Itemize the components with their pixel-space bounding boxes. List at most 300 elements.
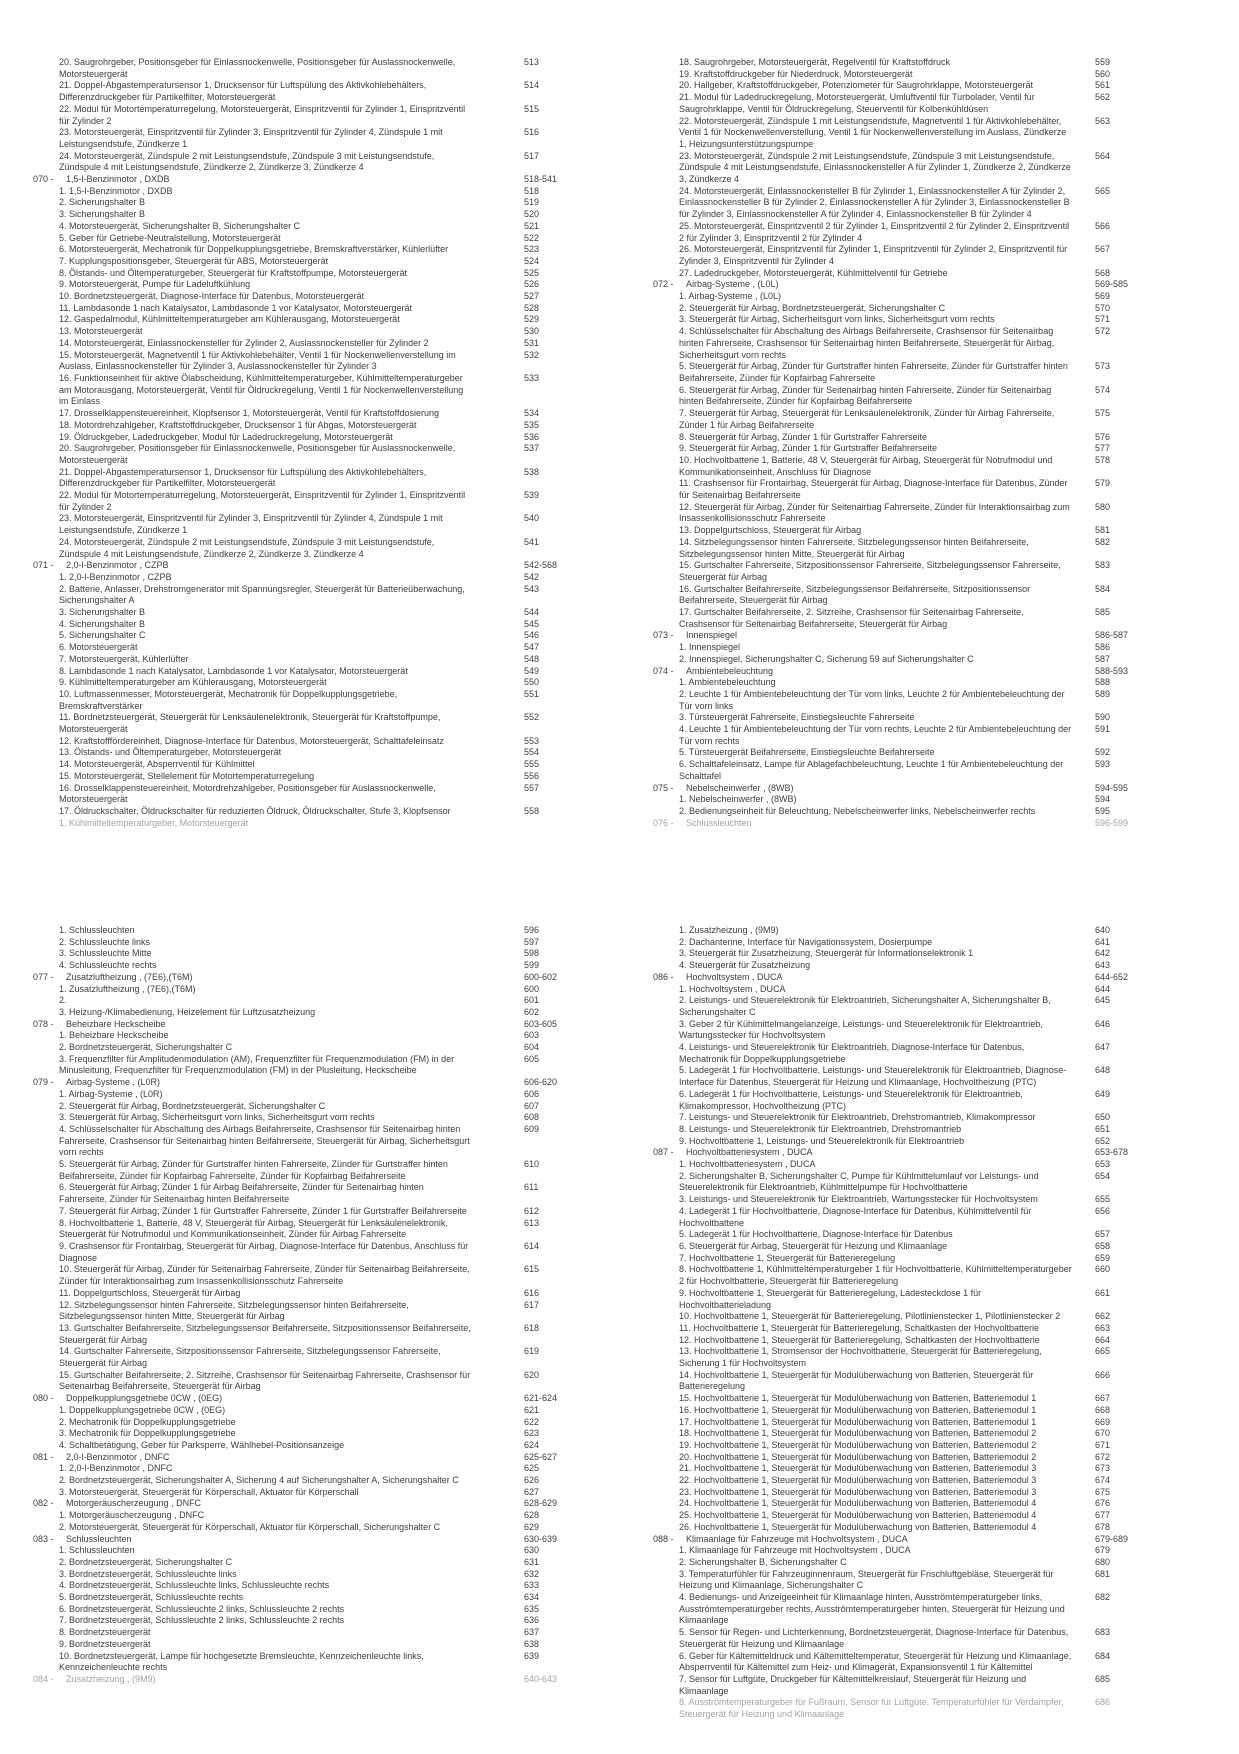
toc-entry xyxy=(653,525,1239,537)
toc-entry-text: 27. Ladedruckgeber, Motorsteuergerät, Kühlmittelventil für Getriebe xyxy=(679,267,948,278)
toc-chapter-text xyxy=(33,1077,473,1089)
toc-entry xyxy=(33,233,618,245)
toc-entry-page-number: 554 xyxy=(524,747,540,758)
toc-entry xyxy=(33,127,618,150)
toc-entry-text: 6. Steuergerät für Airbag, Zünder 1 für Airbag Beifahrerseite, Zünder für Seitenairbag hinten Fahrerseite, Zünder für Seitenairbag hinten Beifahrerseite xyxy=(59,1182,424,1205)
toc-entry-page-number: 535 xyxy=(524,419,540,430)
toc-entry-text: 1. Klimaanlage für Fahrzeuge mit Hochvoltsystem , DUCA xyxy=(679,1545,911,1556)
toc-entry-page-number: 669 xyxy=(1095,1416,1111,1427)
toc-entry xyxy=(33,1323,618,1346)
toc-entry-text: 2. Sicherungshalter B, Sicherungshalter C xyxy=(679,1556,847,1567)
toc-entry-page-number: 611 xyxy=(524,1182,539,1193)
toc-entry-text: 15. Motorsteuergerät, Stellelement für Motortemperaturregelung xyxy=(59,770,315,781)
toc-entry-text: 16. Hochvoltbatterie 1, Steuergerät für Modulüberwachung von Batterien, Batteriemodul 1 xyxy=(679,1404,1037,1415)
toc-entry xyxy=(33,584,618,607)
toc-chapter-title: Airbag-Systeme , (L0L) xyxy=(686,279,779,290)
toc-entry-text: 12. Hochvoltbatterie 1, Steuergerät für Batterieregelung, Schaltkasten der Hochvoltbatterie xyxy=(679,1334,1040,1345)
toc-chapter xyxy=(33,972,618,984)
toc-entry-page-number: 628 xyxy=(524,1510,540,1521)
toc-entry-page-number: 623 xyxy=(524,1428,540,1439)
toc-entry-page-number: 583 xyxy=(1095,560,1111,571)
toc-entry-page-number: 671 xyxy=(1095,1439,1111,1450)
toc-entry-page-number: 645 xyxy=(1095,995,1111,1006)
toc-entry-text: 4. Motorsteuergerät, Sicherungshalter B, Sicherungshalter C xyxy=(59,220,301,231)
toc-entry-page-number: 573 xyxy=(1095,361,1111,372)
toc-entry-page-number: 595 xyxy=(1095,806,1111,816)
toc-entry xyxy=(33,818,618,830)
toc-chapter-number: 072 - xyxy=(653,279,674,290)
toc-entry xyxy=(33,420,618,432)
toc-entry-page-number: 581 xyxy=(1095,525,1111,536)
toc-entry xyxy=(33,1042,618,1054)
toc-entry-page-number: 551 xyxy=(524,688,540,699)
toc-entry-text: 19. Kraftstoffdruckgeber für Niederdruck, Motorsteuergerät xyxy=(679,68,913,79)
toc-entry-page-number: 616 xyxy=(524,1287,540,1298)
toc-chapter xyxy=(653,783,1239,795)
toc-entry xyxy=(33,1428,618,1440)
toc-entry-text: 2. Bordnetzsteuergerät, Sicherungshalter C xyxy=(59,1042,233,1053)
toc-entry xyxy=(653,1475,1239,1487)
toc-entry xyxy=(653,116,1239,151)
toc-entry-page-number: 672 xyxy=(1095,1451,1111,1462)
toc-entry xyxy=(33,1124,618,1159)
toc-entry xyxy=(653,1136,1239,1148)
toc-entry xyxy=(33,572,618,584)
toc-entry xyxy=(33,490,618,513)
toc-entry-text: 3. Steuergerät für Airbag, Sicherheitsgurt vorn links, Sicherheitsgurt vorn rechts xyxy=(679,314,995,325)
toc-entry xyxy=(33,186,618,198)
toc-entry-text: 20. Saugrohrgeber, Positionsgeber für Einlassnockenwelle, Positionsgeber für Auslassnockenwelle, Motorsteuergerät xyxy=(59,443,456,465)
toc-entry-text: 2. Leistungs- und Steuerelektronik für Elektroantrieb, Sicherungshalter A, Sicherungshalter B, Sicherungshalter C xyxy=(679,995,1051,1017)
toc-entry xyxy=(33,279,618,291)
toc-entry-text: 17. Drosselklappensteuereinheit, Klopfsensor 1, Motorsteuergerät, Ventil für Kraftstoffdosierung xyxy=(59,408,440,419)
toc-entry-text: 4. Steuergerät für Zusatzheizung xyxy=(679,960,811,971)
toc-entry-page-number: 523 xyxy=(524,244,540,255)
toc-chapter-page-range: 640-643 xyxy=(524,1674,558,1684)
toc-chapter-text xyxy=(653,1147,1073,1159)
toc-entry-text: 4. Leuchte 1 für Ambientebeleuchtung der Tür vorn rechts, Leuchte 2 für Ambientebeleuchtung der Tür vorn rechts xyxy=(679,724,1072,746)
toc-entry-page-number: 579 xyxy=(1095,478,1111,489)
toc-entry-text: 11. Crashsensor für Frontairbag, Steuergerät für Airbag, Diagnose-Interface für Datenbus, Zünder für Seitenairbag Beifahrerseite xyxy=(679,478,1068,501)
toc-entry-page-number: 565 xyxy=(1095,185,1111,196)
toc-entry-page-number: 638 xyxy=(524,1638,540,1649)
toc-chapter-page-range: 542-568 xyxy=(524,560,558,571)
toc-chapter-text xyxy=(33,1452,473,1464)
toc-entry-text: 1. Hochvoltbatteriesystem , DUCA xyxy=(679,1159,816,1170)
toc-entry xyxy=(653,1417,1239,1429)
toc-entry xyxy=(33,712,618,735)
toc-entry-text: 1. Zusatzluftheizung , (7E6),(T6M) xyxy=(59,983,196,994)
toc-entry-page-number: 648 xyxy=(1095,1065,1111,1076)
toc-entry-text: 5. Steuergerät für Airbag, Zünder für Gurtstraffer hinten Fahrerseite, Zünder für Gurtstraffer hinten Beifahrerseite, Zünder für Kopfairbag Fahrerseite, Zünder für Kopfairbag Beifahrerseite xyxy=(59,1159,448,1181)
toc-entry-text: 2. Dachantenne, Interface für Navigationssystem, Dosierpumpe xyxy=(679,936,933,947)
toc-entry-text: 2. Bordnetzsteuergerät, Sicherungshalter A, Sicherung 4 auf Sicherungshalter A, Sicherungshalter C xyxy=(59,1475,459,1486)
toc-entry xyxy=(653,1393,1239,1405)
toc-entry xyxy=(653,1569,1239,1592)
toc-entry-text: 26. Motorsteuergerät, Einspritzventil für Zylinder 1, Einspritzventil für Zylinder 2, Einspritzventil für Zylinder 3, Einspritzventil für Zylinder 4 xyxy=(679,244,1068,266)
toc-entry-page-number: 521 xyxy=(524,220,540,231)
toc-entry-text: 3. Türsteuergerät Fahrerseite, Einstiegsleuchte Fahrerseite xyxy=(679,712,915,723)
toc-entry-page-number: 526 xyxy=(524,279,540,290)
toc-entry-text: 20. Hallgeber, Kraftstoffdruckgeber, Potenziometer für Saugrohrklappe, Motorsteuergerät xyxy=(679,80,1034,91)
toc-entry-page-number: 576 xyxy=(1095,431,1111,442)
toc-entry-text: 11. Doppelgurtschloss, Steuergerät für Airbag xyxy=(59,1287,241,1298)
toc-chapter xyxy=(33,1393,618,1405)
toc-entry-text: 9. Hochvoltbatterie 1, Leistungs- und Steuerelektronik für Elektroantrieb xyxy=(679,1135,965,1146)
toc-entry-text: 7. Bordnetzsteuergerät, Schlussleuchte 2 links, Schlussleuchte 2 rechts xyxy=(59,1615,345,1626)
toc-entry-page-number: 548 xyxy=(524,653,540,664)
toc-entry xyxy=(653,960,1239,972)
toc-entry-text: 7. Steuergerät für Airbag, Zünder 1 für Gurtstraffer Fahrerseite, Zünder 1 für Gurtstraffer Beifahrerseite xyxy=(59,1205,467,1216)
toc-entry-page-number: 658 xyxy=(1095,1240,1111,1251)
toc-entry xyxy=(33,1300,618,1323)
toc-entry-text: 20. Hochvoltbatterie 1, Steuergerät für Modulüberwachung von Batterien, Batteriemodul 2 xyxy=(679,1451,1037,1462)
toc-entry xyxy=(653,92,1239,115)
toc-entry-text: 10. Bordnetzsteuergerät, Diagnose-Interface für Datenbus, Motorsteuergerät xyxy=(59,291,365,302)
toc-entry-text: 17. Gurtschalter Beifahrerseite, 2. Sitzreihe, Crashsensor für Seitenairbag Fahrerseite, Crashsensor für Seitenairbag Beifahrerseite, Steuergerät für Airbag xyxy=(679,607,1024,629)
toc-entry-page-number: 625 xyxy=(524,1463,540,1474)
toc-entry xyxy=(653,1112,1239,1124)
toc-chapter-title: Beheizbare Heckscheibe xyxy=(66,1018,166,1029)
toc-chapter xyxy=(653,972,1239,984)
toc-entry-page-number: 556 xyxy=(524,770,540,781)
toc-entry-page-number: 668 xyxy=(1095,1404,1111,1415)
toc-entry-page-number: 547 xyxy=(524,642,540,653)
toc-entry xyxy=(653,1487,1239,1499)
toc-entry xyxy=(33,1218,618,1241)
toc-entry-text: 9. Bordnetzsteuergerät xyxy=(59,1638,151,1649)
toc-entry xyxy=(33,432,618,444)
toc-entry-text: 1. Schlussleuchten xyxy=(59,1545,135,1556)
toc-entry-page-number: 543 xyxy=(524,583,540,594)
toc-entry xyxy=(653,186,1239,221)
toc-entry xyxy=(653,303,1239,315)
toc-entry-page-number: 670 xyxy=(1095,1428,1111,1439)
toc-entry-page-number: 663 xyxy=(1095,1322,1111,1333)
toc-entry-page-number: 633 xyxy=(524,1580,540,1591)
toc-entry-text: 6. Motorsteuergerät xyxy=(59,642,138,653)
toc-entry-page-number: 686 xyxy=(1095,1697,1111,1708)
toc-entry-text: 6. Bordnetzsteuergerät, Schlussleuchte 2 links, Schlussleuchte 2 rechts xyxy=(59,1603,345,1614)
toc-entry-text: 5. Sicherungshalter C xyxy=(59,630,146,641)
toc-entry-text: 1. 1,5-l-Benzinmotor , DXDB xyxy=(59,185,173,196)
toc-entry-page-number: 676 xyxy=(1095,1498,1111,1509)
toc-entry-page-number: 624 xyxy=(524,1439,540,1450)
toc-entry xyxy=(653,1124,1239,1136)
toc-entry-text: 6. Geber für Kältemitteldruck und Kältemitteltemperatur, Steuergerät für Heizung und Klimaanlage, Absperrventil für Kältemittel zum Heiz- und Klimagerät, Expansionsventil 1 für Kältemittel xyxy=(679,1650,1072,1673)
toc-entry xyxy=(33,151,618,174)
toc-chapter-title: Ambientebeleuchtung xyxy=(686,665,774,676)
toc-entry-page-number: 563 xyxy=(1095,115,1111,126)
toc-entry xyxy=(653,948,1239,960)
toc-entry xyxy=(33,806,618,818)
toc-entry xyxy=(653,724,1239,747)
toc-entry-text: 1. Airbag-Systeme , (L0R) xyxy=(59,1088,163,1099)
toc-entry xyxy=(33,771,618,783)
toc-entry-page-number: 599 xyxy=(524,960,540,971)
toc-chapter-page-range: 596-599 xyxy=(1095,817,1129,828)
toc-entry xyxy=(653,1335,1239,1347)
toc-entry-text: 5. Ladegerät 1 für Hochvoltbatterie, Leistungs- und Steuerelektronik für Elektroantrieb, Diagnose-Interface für Datenbus, Steuergerät für Heizung und Klimaanlage, Hochvoltheizung (PTC) xyxy=(679,1065,1067,1088)
toc-entry xyxy=(33,350,618,373)
toc-chapter-page-range: 588-593 xyxy=(1095,665,1129,676)
toc-entry-page-number: 684 xyxy=(1095,1650,1111,1661)
toc-entry-page-number: 685 xyxy=(1095,1674,1111,1684)
toc-entry-text: 4. Sicherungshalter B xyxy=(59,618,146,629)
toc-entry-page-number: 585 xyxy=(1095,607,1111,618)
toc-entry-text: 13. Motorsteuergerät xyxy=(59,326,143,337)
toc-entry xyxy=(33,1487,618,1499)
toc-entry xyxy=(33,1557,618,1569)
toc-chapter-page-range: 606-620 xyxy=(524,1077,558,1088)
toc-entry xyxy=(33,1241,618,1264)
toc-chapter-title: Schlussleuchten xyxy=(66,1533,132,1544)
toc-entry-page-number: 662 xyxy=(1095,1311,1111,1322)
toc-entry-page-number: 643 xyxy=(1095,960,1111,971)
toc-entry-text: 4. Schlüsselschalter für Abschaltung des Airbags Beifahrerseite, Crashsensor für Seitenairbag hinten Fahrerseite, Crashsensor für Seitenairbag hinten Beifahrerseite, Steuergerät für Airbag, Sicherheitsgurt vorn rechts xyxy=(59,1123,470,1158)
toc-entry-page-number: 655 xyxy=(1095,1194,1111,1205)
toc-entry-text: 2. Sicherungshalter B, Sicherungshalter C, Pumpe für Kühlmittelumlauf vor Leistungs- und Steuerelektronik für Elektroantrieb, Kühlmittelpumpe für Hochvoltbatterie xyxy=(679,1170,1039,1193)
toc-entry-page-number: 546 xyxy=(524,630,540,641)
toc-entry-text: 17. Hochvoltbatterie 1, Steuergerät für Modulüberwachung von Batterien, Batteriemodul 1 xyxy=(679,1416,1037,1427)
toc-entry-text: 6. Steuergerät für Airbag, Zünder für Seitenairbag hinten Fahrerseite, Zünder für Seitenairbag hinten Beifahrerseite, Zünder für Kopfairbag Beifahrerseite xyxy=(679,384,1052,407)
toc-entry-page-number: 522 xyxy=(524,232,540,243)
toc-entry-page-number: 540 xyxy=(524,513,540,524)
toc-entry-page-number: 586 xyxy=(1095,642,1111,653)
toc-entry xyxy=(33,1370,618,1393)
toc-entry-text: 3. Frequenzfilter für Amplitudenmodulation (AM), Frequenzfilter für Frequenzmodulation (FM) in der Minusleitung, Frequenzfilter für Frequenzmodulation (FM) in der Plusleitung, Heckscheibe xyxy=(59,1053,455,1076)
toc-entry xyxy=(653,1065,1239,1088)
toc-page-2-column-right xyxy=(653,925,1239,1721)
toc-entry-page-number: 591 xyxy=(1095,724,1111,735)
toc-entry xyxy=(653,747,1239,759)
toc-chapter-text xyxy=(33,1534,473,1546)
toc-entry-text: 23. Motorsteuergerät, Einspritzventil für Zylinder 3, Einspritzventil für Zylinder 4, Zündspule 1 mit Leistungsendstufe, Zündkerze 1 xyxy=(59,127,443,149)
toc-page-1-column-left xyxy=(33,57,618,829)
toc-entry-page-number: 553 xyxy=(524,735,540,746)
toc-entry xyxy=(33,1264,618,1287)
toc-entry-page-number: 529 xyxy=(524,314,540,325)
toc-entry xyxy=(653,1089,1239,1112)
toc-entry-page-number: 515 xyxy=(524,103,540,114)
toc-entry-text: 5. Bordnetzsteuergerät, Schlussleuchte rechts xyxy=(59,1592,244,1603)
toc-entry-text: 1. Hochvoltsystem , DUCA xyxy=(679,983,786,994)
toc-entry-page-number: 657 xyxy=(1095,1229,1111,1240)
toc-entry-page-number: 652 xyxy=(1095,1135,1111,1146)
toc-entry-page-number: 617 xyxy=(524,1299,540,1310)
toc-entry xyxy=(33,1615,618,1627)
toc-entry xyxy=(653,1651,1239,1674)
toc-entry-page-number: 590 xyxy=(1095,712,1111,723)
toc-entry-page-number: 555 xyxy=(524,759,540,770)
toc-entry xyxy=(653,326,1239,361)
toc-entry-page-number: 513 xyxy=(524,57,540,67)
toc-entry-page-number: 588 xyxy=(1095,677,1111,688)
toc-entry-page-number: 577 xyxy=(1095,443,1111,454)
toc-entry xyxy=(33,338,618,350)
toc-entry xyxy=(33,1522,618,1534)
toc-entry-text: 14. Motorsteuergerät, Einlassnockensteller für Zylinder 2, Auslassnockensteller für Zylinder 2 xyxy=(59,337,429,348)
toc-entry xyxy=(33,104,618,127)
toc-chapter-number: 079 - xyxy=(33,1077,54,1088)
toc-entry xyxy=(653,408,1239,431)
toc-entry-page-number: 615 xyxy=(524,1264,540,1275)
toc-entry xyxy=(33,303,618,315)
toc-chapter-title: Klimaanlage für Fahrzeuge mit Hochvoltsystem , DUCA xyxy=(686,1533,908,1544)
toc-entry-page-number: 650 xyxy=(1095,1112,1111,1123)
toc-entry-page-number: 558 xyxy=(524,806,540,816)
toc-entry-page-number: 682 xyxy=(1095,1592,1111,1603)
toc-entry xyxy=(653,1311,1239,1323)
toc-entry xyxy=(653,221,1239,244)
toc-entry-text: 1. Beheizbare Heckscheibe xyxy=(59,1030,169,1041)
toc-entry xyxy=(33,221,618,233)
toc-entry-page-number: 632 xyxy=(524,1568,540,1579)
toc-entry-text: 3. Leistungs- und Steuerelektronik für Elektroantrieb, Wartungsstecker für Hochvoltsystem xyxy=(679,1194,1038,1205)
toc-chapter-text xyxy=(33,560,473,572)
toc-chapter-number: 083 - xyxy=(33,1533,54,1544)
toc-entry-text: 3. Schlussleuchte Mitte xyxy=(59,948,152,959)
toc-entry-text: 14. Motorsteuergerät, Absperrventil für Kühlmittel xyxy=(59,759,255,770)
toc-entry-text: 2. Motorsteuergerät, Steuergerät für Körperschall, Aktuator für Körperschall, Sicherungshalter C xyxy=(59,1521,441,1532)
toc-entry-page-number: 574 xyxy=(1095,384,1111,395)
toc-entry-page-number: 561 xyxy=(1095,80,1111,91)
toc-entry-text: 1. Schlussleuchten xyxy=(59,925,135,935)
toc-entry xyxy=(33,513,618,536)
toc-entry xyxy=(653,1463,1239,1475)
toc-entry-page-number: 571 xyxy=(1095,314,1111,325)
toc-entry-text: 8. Leistungs- und Steuerelektronik für Elektroantrieb, Drehstromantrieb xyxy=(679,1123,962,1134)
toc-chapter-number: 077 - xyxy=(33,971,54,982)
toc-entry xyxy=(33,1101,618,1113)
toc-entry-page-number: 641 xyxy=(1095,936,1111,947)
toc-entry xyxy=(653,502,1239,525)
toc-entry-text: 1. Airbag-Systeme , (L0L) xyxy=(679,291,782,302)
toc-entry-page-number: 619 xyxy=(524,1346,540,1357)
toc-chapter xyxy=(653,1534,1239,1546)
toc-entry-text: 10. Hochvoltbatterie 1, Steuergerät für Batterieregelung, Pilotlinienstecker 1, Pilotlinienstecker 2 xyxy=(679,1311,1061,1322)
toc-entry-text: 12. Kraftstofffördereinheit, Diagnose-Interface für Datenbus, Motorsteuergerät, Schalttafeleinsatz xyxy=(59,735,444,746)
toc-entry-page-number: 514 xyxy=(524,80,540,91)
toc-entry xyxy=(653,1323,1239,1335)
toc-entry-text: 14. Hochvoltbatterie 1, Steuergerät für Modulüberwachung von Batterien, Steuergerät für Batterieregelung xyxy=(679,1369,1034,1392)
toc-entry-text: 3. Geber 2 für Kühlmittelmangelanzeige, Leistungs- und Steuerelektronik für Elektroantrieb, Wartungsstecker für Hochvoltsystem xyxy=(679,1018,1043,1041)
toc-chapter xyxy=(33,1498,618,1510)
toc-entry-page-number: 596 xyxy=(524,925,540,935)
toc-entry xyxy=(33,408,618,420)
toc-chapter xyxy=(653,1147,1239,1159)
toc-chapter-page-range: 653-678 xyxy=(1095,1147,1129,1158)
toc-entry-page-number: 649 xyxy=(1095,1088,1111,1099)
toc-entry xyxy=(653,1370,1239,1393)
toc-entry xyxy=(33,783,618,806)
toc-entry xyxy=(33,747,618,759)
toc-entry-text: 25. Motorsteuergerät, Einspritzventil 2 für Zylinder 1, Einspritzventil 2 für Zylinder 2, Einspritzventil 2 für Zylinder 3, Einspritzventil 2 für Zylinder 4 xyxy=(679,220,1070,243)
toc-entry-page-number: 589 xyxy=(1095,688,1111,699)
toc-entry xyxy=(33,1651,618,1674)
toc-entry-page-number: 603 xyxy=(524,1030,540,1041)
toc-entry xyxy=(33,937,618,949)
toc-entry xyxy=(653,1440,1239,1452)
toc-entry-text: 16. Funktionseinheit für aktive Ölabscheidung, Kühlmitteltemperaturgeber, Kühlmitteltemperaturgeber am Motorausgang, Motorsteuergerät, Ventil für Öldruckregelung, Ventil 1 für Nockenwellenverstellung im Einlass xyxy=(59,372,464,407)
toc-entry xyxy=(33,443,618,466)
toc-entry-text: 14. Sitzbelegungssensor hinten Fahrerseite, Sitzbelegungssensor hinten Beifahrerseite, Sitzbelegungssensor hinten Mitte, Steuergerät für Airbag xyxy=(679,536,1029,559)
toc-entry xyxy=(33,1112,618,1124)
toc-chapter-number: 082 - xyxy=(33,1498,54,1509)
toc-entry-page-number: 665 xyxy=(1095,1346,1111,1357)
toc-entry xyxy=(33,630,618,642)
toc-entry xyxy=(33,57,618,80)
toc-entry-page-number: 538 xyxy=(524,466,540,477)
toc-entry-page-number: 661 xyxy=(1095,1287,1111,1298)
toc-entry xyxy=(653,584,1239,607)
toc-entry-page-number: 564 xyxy=(1095,150,1111,161)
toc-entry-page-number: 572 xyxy=(1095,326,1111,337)
toc-entry xyxy=(653,1206,1239,1229)
toc-entry-text: 12. Steuergerät für Airbag, Zünder für Seitenairbag Fahrerseite, Zünder für Interaktionsairbag zum Insassenkollisionsschutz Fahrerseite xyxy=(679,501,1070,524)
toc-entry xyxy=(33,925,618,937)
toc-entry-text: 15. Hochvoltbatterie 1, Steuergerät für Modulüberwachung von Batterien, Batteriemodul 1 xyxy=(679,1393,1037,1404)
toc-entry-page-number: 516 xyxy=(524,127,540,138)
toc-chapter-text xyxy=(653,783,1073,795)
toc-chapter-title: 1,5-l-Benzinmotor , DXDB xyxy=(66,174,170,185)
toc-entry-text: 24. Hochvoltbatterie 1, Steuergerät für Modulüberwachung von Batterien, Batteriemodul 4 xyxy=(679,1498,1037,1509)
toc-entry-text: 23. Motorsteuergerät, Zündspule 2 mit Leistungsendstufe, Zündspule 3 mit Leistungsendstufe, Zündspule 4 mit Leistungsendstufe, Einlassnockensteller A für Zylinder 1, Zündkerze 2, Zündkerze 3, Zündkerze 4 xyxy=(679,150,1071,185)
toc-entry-page-number: 587 xyxy=(1095,653,1111,664)
toc-entry-text: 21. Hochvoltbatterie 1, Steuergerät für Modulüberwachung von Batterien, Batteriemodul 3 xyxy=(679,1463,1037,1474)
toc-entry xyxy=(653,478,1239,501)
toc-entry-text: 8. Steuergerät für Airbag, Zünder 1 für Gurtstraffer Fahrerseite xyxy=(679,431,927,442)
toc-chapter xyxy=(653,666,1239,678)
toc-entry xyxy=(653,607,1239,630)
toc-chapter-text xyxy=(653,666,1073,678)
toc-chapter-title: Innenspiegel xyxy=(686,630,738,641)
toc-chapter-page-range: 569-585 xyxy=(1095,279,1129,290)
toc-entry-page-number: 621 xyxy=(524,1404,540,1415)
toc-entry-text: 18. Saugrohrgeber, Motorsteuergerät, Regelventil für Kraftstoffdruck xyxy=(679,57,950,67)
toc-chapter-title: Motorgeräuscherzeugung , DNFC xyxy=(66,1498,202,1509)
toc-entry xyxy=(33,642,618,654)
toc-entry-text: 15. Gurtschalter Fahrerseite, Sitzpositionssensor Fahrerseite, Sitzbelegungssensor Fahrerseite, Steuergerät für Airbag xyxy=(679,560,1061,582)
toc-entry-page-number: 607 xyxy=(524,1100,540,1111)
toc-entry-page-number: 570 xyxy=(1095,302,1111,313)
toc-entry-text: 15. Gurtschalter Beifahrerseite, 2. Sitzreihe, Crashsensor für Seitenairbag Fahrerseite, Crashsensor für Seitenairbag Beifahrerseite, Steuergerät für Airbag xyxy=(59,1369,471,1392)
toc-entry-text: 5. Türsteuergerät Beifahrerseite, Einstiegsleuchte Beifahrerseite xyxy=(679,747,935,758)
toc-entry-page-number: 654 xyxy=(1095,1170,1111,1181)
toc-entry-text: 3. Sicherungshalter B xyxy=(59,209,146,220)
toc-entry xyxy=(33,1030,618,1042)
toc-entry xyxy=(653,1522,1239,1534)
toc-entry xyxy=(33,268,618,280)
toc-entry xyxy=(653,1510,1239,1522)
toc-entry-page-number: 635 xyxy=(524,1603,540,1614)
toc-chapter-title: Doppelkupplungsgetriebe 0CW , (0EG) xyxy=(66,1393,223,1404)
toc-entry-page-number: 659 xyxy=(1095,1252,1111,1263)
toc-entry xyxy=(33,314,618,326)
toc-entry xyxy=(33,1440,618,1452)
toc-entry-page-number: 533 xyxy=(524,372,540,383)
toc-chapter-title: Schlussleuchten xyxy=(686,817,752,828)
toc-chapter-title: 2,0-l-Benzinmotor , CZPB xyxy=(66,560,169,571)
toc-entry-text: 1. Doppelkupplungsgetriebe 0CW , (0EG) xyxy=(59,1404,226,1415)
toc-chapter-text xyxy=(33,1674,473,1686)
toc-entry-page-number: 667 xyxy=(1095,1393,1111,1404)
toc-entry-page-number: 536 xyxy=(524,431,540,442)
toc-chapter-page-range: 628-629 xyxy=(524,1498,558,1509)
toc-entry xyxy=(653,1405,1239,1417)
toc-entry xyxy=(33,607,618,619)
toc-entry xyxy=(653,1288,1239,1311)
